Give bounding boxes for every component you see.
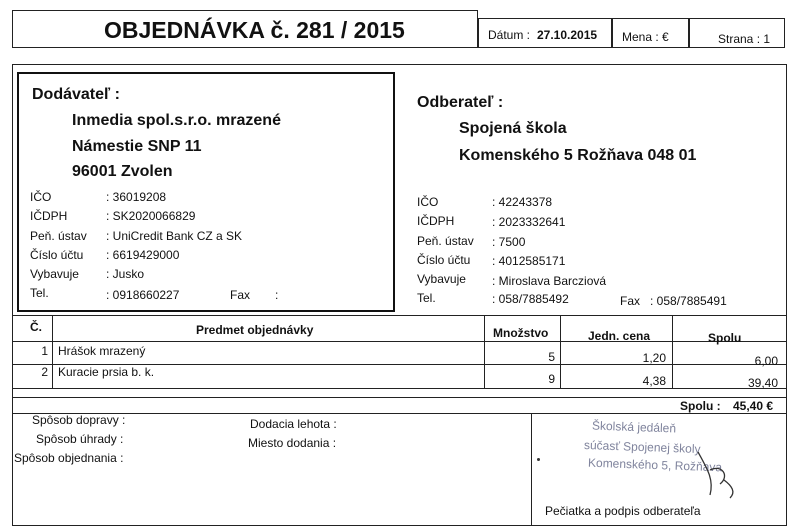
customer-tel-value: : 058/7885492	[492, 292, 569, 306]
table-col1-divider	[52, 315, 53, 388]
document-title: OBJEDNÁVKA č. 281 / 2015	[104, 17, 405, 43]
table-sum-line	[12, 397, 787, 398]
currency: Mena : €	[622, 30, 669, 44]
table-col4-divider	[672, 315, 673, 388]
supplier-street: Námestie SNP 11	[72, 138, 202, 155]
table-row-2-item: Kuracie prsia b. k.	[58, 365, 155, 379]
table-header-total: Spolu	[708, 331, 742, 345]
signature-scribble	[690, 440, 750, 500]
stamp-divider	[531, 413, 532, 526]
supplier-ico-label: IČO	[30, 190, 52, 204]
customer-name: Spojená škola	[459, 120, 567, 137]
table-row-2-total: 39,40	[747, 376, 778, 390]
sum-bottom-line	[12, 413, 787, 414]
customer-heading: Odberateľ :	[417, 94, 504, 111]
customer-icdph-value: : 2023332641	[492, 215, 566, 229]
table-row-2-price: 4,38	[642, 374, 666, 388]
supplier-account-label: Číslo účtu	[30, 248, 84, 262]
table-row-2-num: 2	[41, 365, 48, 379]
table-header-qty: Množstvo	[493, 326, 549, 340]
sum-value: 45,40 €	[733, 399, 774, 413]
transport-label: Spôsob dopravy :	[32, 413, 126, 427]
customer-address: Komenského 5 Rožňava 048 01	[459, 147, 697, 164]
date-label: Dátum :	[488, 28, 531, 42]
supplier-tel-label: Tel.	[30, 286, 49, 300]
customer-fax-value: : 058/7885491	[650, 294, 727, 308]
supplier-tel-value: : 0918660227	[106, 288, 180, 302]
supplier-icdph-value: : SK2020066829	[106, 209, 196, 223]
stamp-line-3: Komenského 5, Rožňava	[587, 455, 723, 475]
order-method-label: Spôsob objednania :	[14, 451, 124, 465]
table-row-2-qty: 9	[548, 372, 555, 386]
table-row2-line	[12, 388, 787, 389]
table-header-price: Jedn. cena	[588, 329, 651, 343]
sum-label: Spolu :	[680, 399, 721, 413]
supplier-bank-value: : UniCredit Bank CZ a SK	[106, 229, 243, 243]
table-col3-divider	[560, 315, 561, 388]
stamp-dot	[537, 458, 540, 461]
table-row-1-num: 1	[41, 344, 48, 358]
customer-ico-label: IČO	[417, 195, 439, 209]
signature-label: Pečiatka a podpis odberateľa	[545, 504, 701, 518]
table-row-1-qty: 5	[548, 350, 555, 364]
supplier-contact-label: Vybavuje	[30, 267, 79, 281]
supplier-city: 96001 Zvolen	[72, 163, 173, 180]
stamp-line-1: Školská jedáleň	[591, 418, 677, 436]
customer-contact-label: Vybavuje	[417, 272, 466, 286]
payment-label: Spôsob úhrady :	[36, 432, 124, 446]
table-header-line	[12, 341, 787, 342]
customer-ico-value: : 42243378	[492, 195, 553, 209]
delivery-term-label: Dodacia lehota :	[250, 417, 337, 431]
supplier-account-value: : 6619429000	[106, 248, 180, 262]
table-header-num: Č.	[30, 320, 42, 334]
stamp-line-2: súčasť Spojenej školy	[583, 437, 701, 457]
customer-fax-label: Fax	[620, 294, 641, 308]
table-row-1-total: 6,00	[754, 354, 778, 368]
supplier-ico-value: : 36019208	[106, 190, 167, 204]
supplier-fax-value: :	[275, 288, 279, 302]
table-col2-divider	[484, 315, 485, 388]
supplier-icdph-label: IČDPH	[30, 209, 68, 223]
customer-icdph-label: IČDPH	[417, 214, 455, 228]
date-value: 27.10.2015	[537, 28, 598, 42]
customer-tel-label: Tel.	[417, 291, 436, 305]
supplier-name: Inmedia spol.s.r.o. mrazené	[72, 112, 281, 129]
page-number: Strana : 1	[718, 32, 771, 46]
table-row-1-price: 1,20	[642, 351, 666, 365]
customer-bank-value: : 7500	[492, 235, 526, 249]
table-row-1-item: Hrášok mrazený	[58, 344, 146, 358]
supplier-fax-label: Fax	[230, 288, 251, 302]
supplier-contact-value: : Jusko	[106, 267, 145, 281]
table-top-line	[12, 315, 787, 316]
table-header-item: Predmet objednávky	[196, 323, 314, 337]
customer-contact-value: : Miroslava Barcziová	[492, 274, 607, 288]
customer-account-label: Číslo účtu	[417, 253, 471, 267]
delivery-place-label: Miesto dodania :	[248, 436, 337, 450]
supplier-heading: Dodávateľ :	[32, 86, 120, 103]
supplier-bank-label: Peň. ústav	[30, 229, 87, 243]
customer-bank-label: Peň. ústav	[417, 234, 474, 248]
customer-account-value: : 4012585171	[492, 254, 566, 268]
